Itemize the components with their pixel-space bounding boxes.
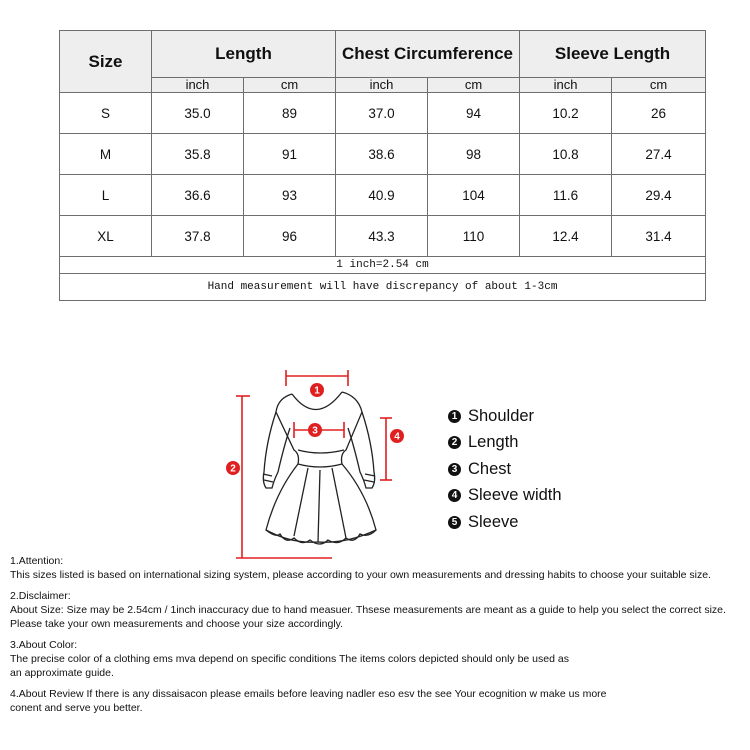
- table-cell: 35.8: [152, 134, 244, 175]
- header-size: Size: [60, 31, 152, 93]
- legend-label: Shoulder: [468, 406, 535, 425]
- legend-item-sleeve-width: [448, 483, 562, 510]
- table-cell: 10.8: [520, 134, 612, 175]
- legend-number-icon: 4: [448, 489, 461, 502]
- note-title: 3.About Color:: [10, 639, 78, 651]
- note-title: 2.Disclaimer:: [10, 590, 71, 602]
- table-row: [60, 175, 706, 216]
- table-header-row: [60, 31, 706, 78]
- table-unit-row: [60, 78, 706, 93]
- unit-cell: inch: [520, 78, 612, 93]
- size-cell: M: [60, 134, 152, 175]
- marker-3-icon: [308, 423, 322, 437]
- note-title: 1.Attention:: [10, 555, 64, 567]
- legend-number-icon: 1: [448, 410, 461, 423]
- table-cell: 12.4: [520, 216, 612, 257]
- legend-item-length: [448, 430, 562, 457]
- size-cell: XL: [60, 216, 152, 257]
- table-cell: 91: [244, 134, 336, 175]
- marker-4-icon: [390, 429, 404, 443]
- marker-2-label: 2: [230, 463, 236, 475]
- dress-illustration: [263, 392, 376, 544]
- table-cell: 96: [244, 216, 336, 257]
- header-chest: Chest Circumference: [336, 31, 520, 78]
- legend-label: Chest: [468, 459, 512, 478]
- table-cell: 43.3: [336, 216, 428, 257]
- table-cell: 27.4: [612, 134, 706, 175]
- table-cell: 10.2: [520, 93, 612, 134]
- conversion-note: 1 inch=2.54 cm: [60, 257, 706, 274]
- legend-number-icon: 3: [448, 463, 461, 476]
- marker-2-icon: [226, 461, 240, 475]
- marker-1-icon: [310, 383, 324, 397]
- notes-section: [10, 554, 748, 722]
- legend-label: Sleeve: [468, 512, 519, 531]
- measurement-legend: [448, 403, 562, 536]
- table-cell: 36.6: [152, 175, 244, 216]
- size-cell: L: [60, 175, 152, 216]
- marker-1-label: 1: [314, 385, 320, 397]
- note-line: About Size: Size may be 2.54cm / 1inch inaccuracy due to hand measuer. Thsese measurements are meant as a guide to help you select the correct size.: [10, 604, 726, 616]
- note-line: Please take your own measurements and choose your size accordingly.: [10, 618, 344, 630]
- unit-cell: cm: [428, 78, 520, 93]
- unit-cell: inch: [152, 78, 244, 93]
- legend-item-chest: [448, 456, 562, 483]
- table-cell: 89: [244, 93, 336, 134]
- table-cell: 40.9: [336, 175, 428, 216]
- legend-number-icon: 5: [448, 516, 461, 529]
- legend-number-icon: 2: [448, 436, 461, 449]
- table-cell: 104: [428, 175, 520, 216]
- table-cell: 31.4: [612, 216, 706, 257]
- header-length: Length: [152, 31, 336, 78]
- table-cell: 37.0: [336, 93, 428, 134]
- unit-cell: cm: [244, 78, 336, 93]
- header-sleeve-length: Sleeve Length: [520, 31, 706, 78]
- table-cell: 37.8: [152, 216, 244, 257]
- note-line: 4.About Review If there is any dissaisacon please emails before leaving nadler eso esv the see Your ecognition w make us more: [10, 688, 607, 700]
- dress-measurement-diagram: [220, 362, 420, 562]
- note-line: This sizes listed is based on international sizing system, please according to your own measurements and dressing habits to choose your suitable size.: [10, 569, 711, 581]
- table-row: [60, 93, 706, 134]
- table-cell: 94: [428, 93, 520, 134]
- measurement-note-row: [60, 274, 706, 301]
- table-cell: 110: [428, 216, 520, 257]
- size-cell: S: [60, 93, 152, 134]
- table-cell: 35.0: [152, 93, 244, 134]
- legend-label: Sleeve width: [468, 486, 562, 505]
- legend-item-shoulder: [448, 403, 562, 430]
- table-cell: 29.4: [612, 175, 706, 216]
- unit-cell: cm: [612, 78, 706, 93]
- conversion-note-row: [60, 257, 706, 274]
- legend-label: Length: [468, 433, 519, 452]
- table-cell: 26: [612, 93, 706, 134]
- table-cell: 93: [244, 175, 336, 216]
- note-review: [10, 687, 748, 715]
- table-row: [60, 134, 706, 175]
- marker-4-label: 4: [394, 431, 400, 443]
- note-disclaimer: [10, 589, 748, 631]
- unit-cell: inch: [336, 78, 428, 93]
- measurement-note: Hand measurement will have discrepancy of about 1-3cm: [60, 274, 706, 301]
- size-chart-table: [59, 30, 706, 301]
- note-line: The precise color of a clothing ems mva depend on specific conditions The items colors depicted should only be used as: [10, 653, 569, 665]
- note-line: an approximate guide.: [10, 667, 114, 679]
- note-line: conent and serve you better.: [10, 702, 143, 714]
- note-attention: [10, 554, 748, 582]
- table-cell: 11.6: [520, 175, 612, 216]
- measurement-lines: [236, 370, 392, 558]
- table-row: [60, 216, 706, 257]
- table-cell: 98: [428, 134, 520, 175]
- note-color: [10, 638, 748, 680]
- legend-item-sleeve: [448, 509, 562, 536]
- marker-3-label: 3: [312, 425, 318, 437]
- table-cell: 38.6: [336, 134, 428, 175]
